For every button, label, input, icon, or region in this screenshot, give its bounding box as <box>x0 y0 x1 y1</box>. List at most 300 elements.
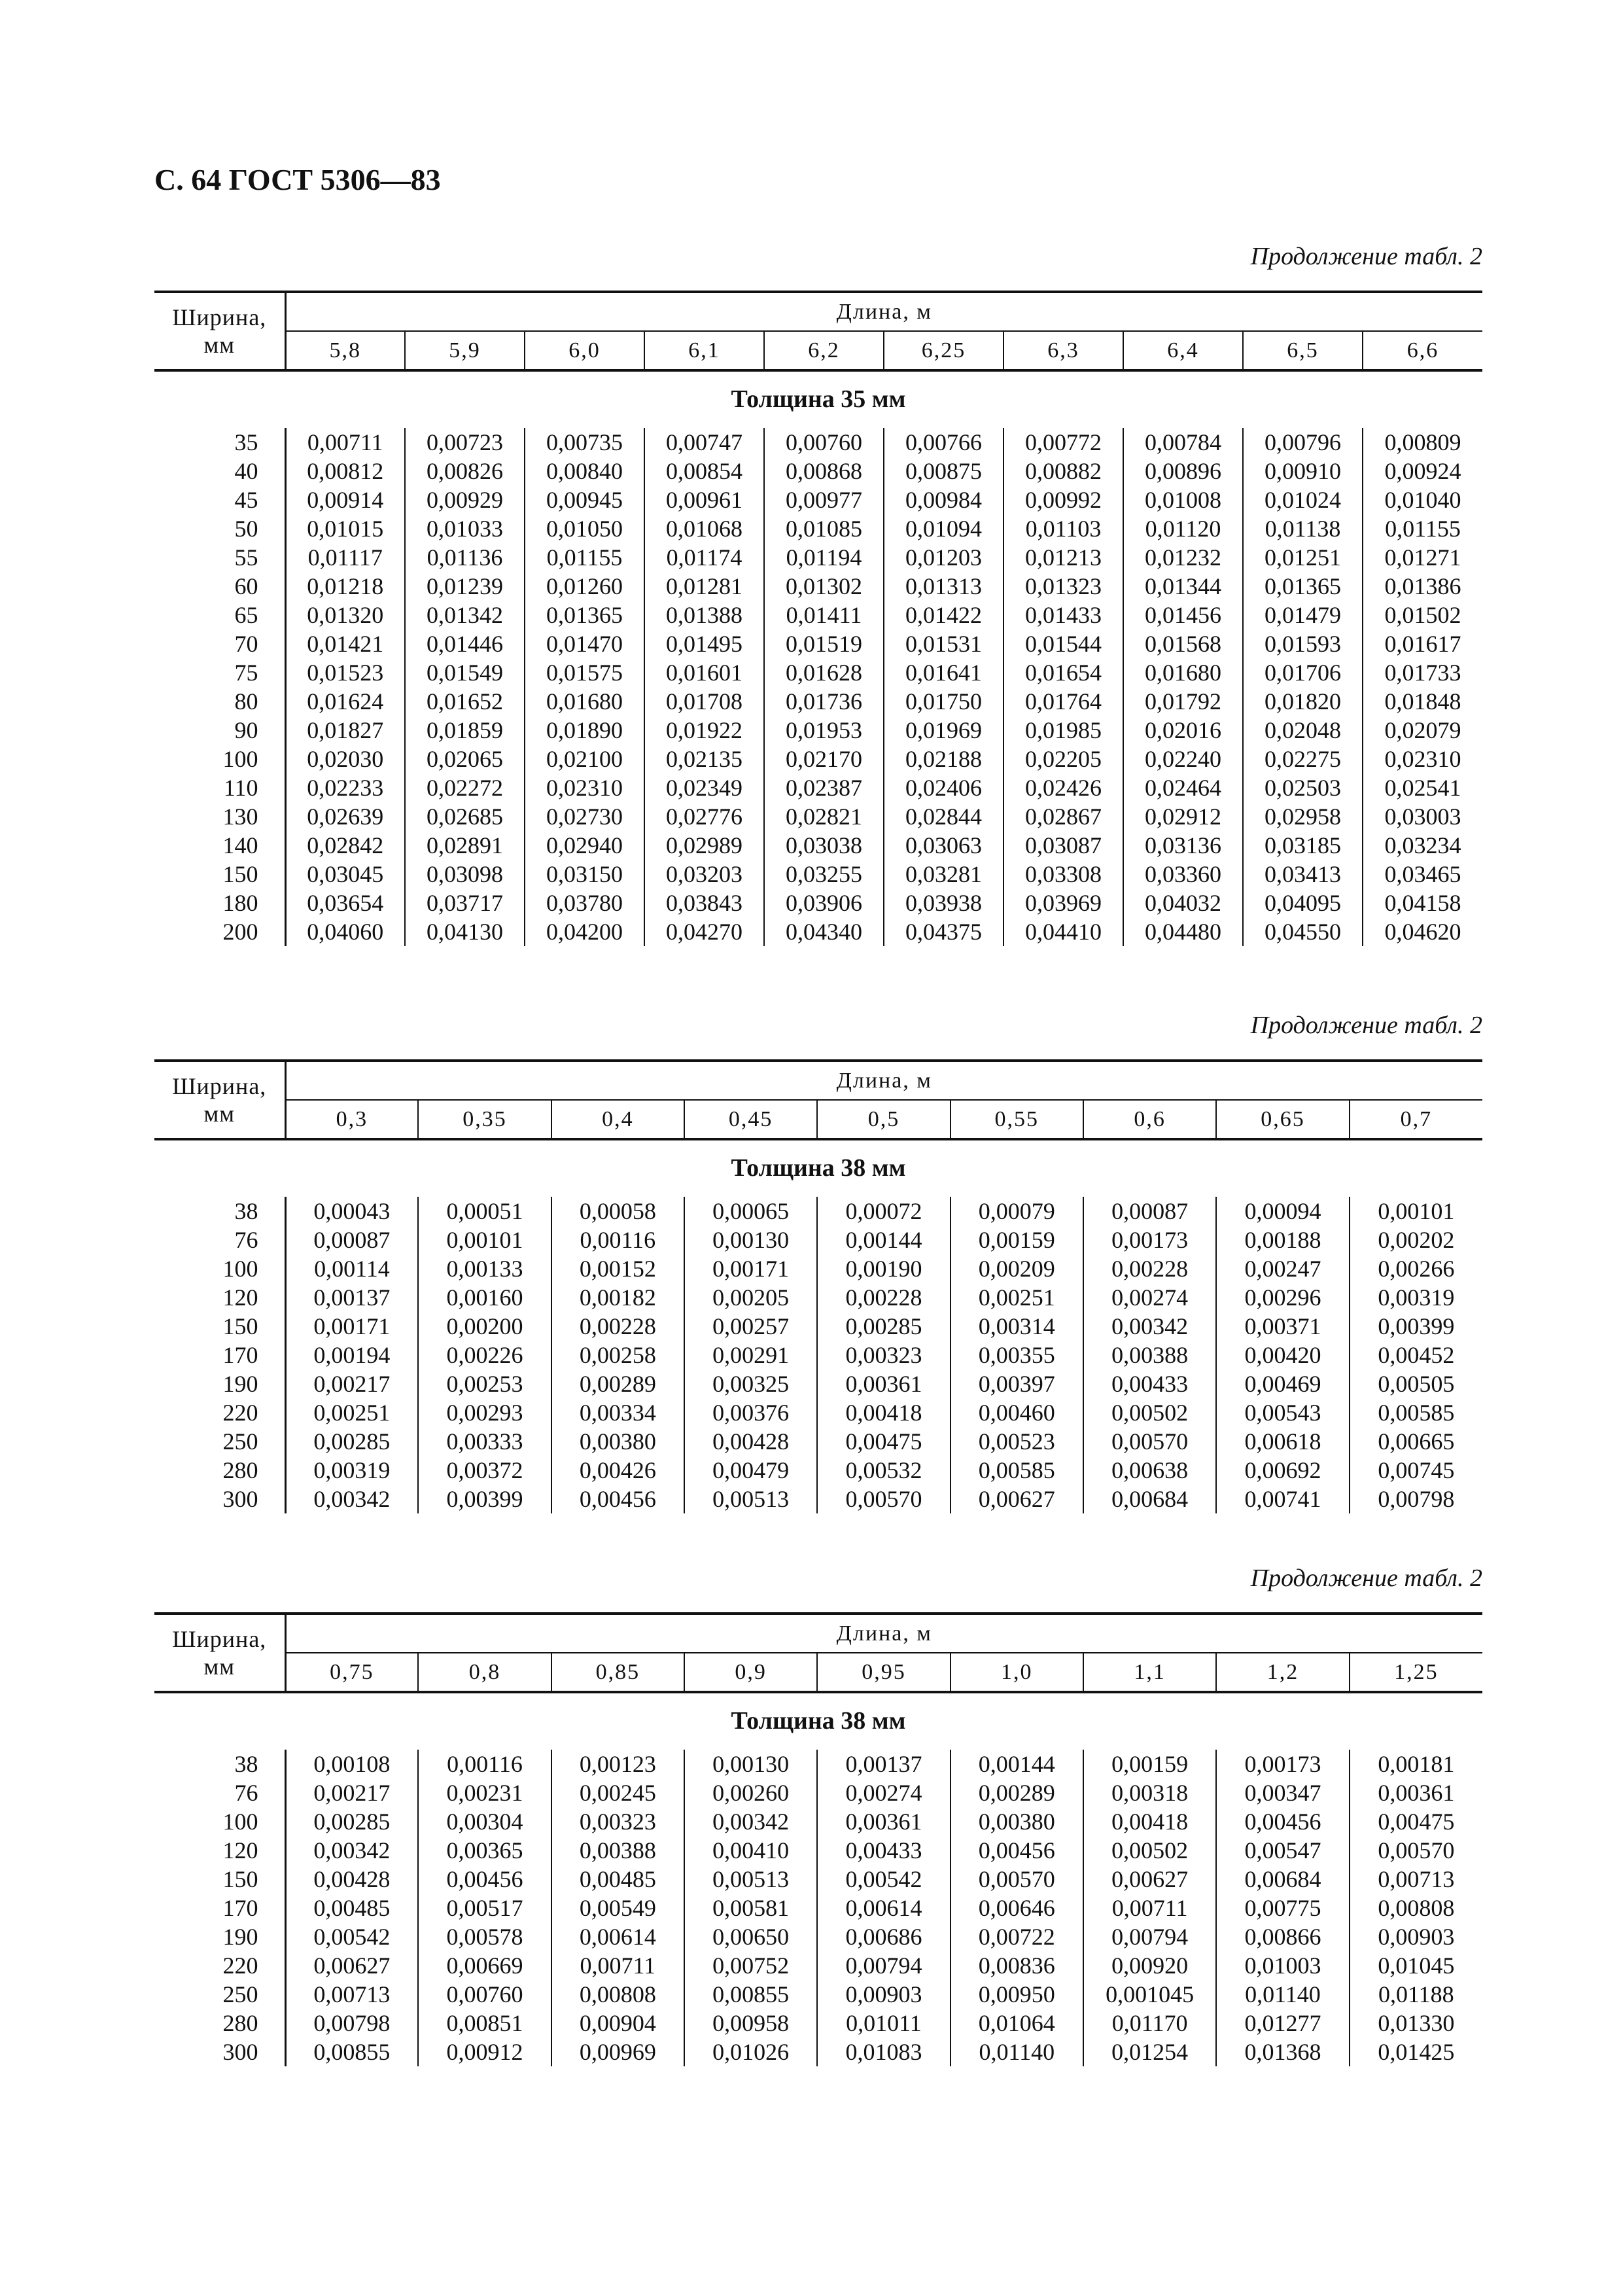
volume-cell: 0,00456 <box>551 1485 684 1513</box>
volume-cell: 0,00578 <box>418 1922 551 1951</box>
volume-cell: 0,00260 <box>684 1778 817 1807</box>
volume-cell: 0,00116 <box>551 1226 684 1254</box>
width-column-header <box>154 1061 285 1139</box>
volume-cell: 0,04032 <box>1123 889 1243 917</box>
volume-cell: 0,01433 <box>1003 601 1123 629</box>
volume-cell: 0,00547 <box>1216 1836 1349 1865</box>
volume-cell: 0,01342 <box>405 601 525 629</box>
volume-cell: 0,00826 <box>405 457 525 486</box>
volume-cell: 0,00228 <box>551 1312 684 1341</box>
volume-cell: 0,00355 <box>951 1341 1083 1369</box>
volume-cell: 0,01155 <box>525 543 644 572</box>
volume-cell: 0,02685 <box>405 802 525 831</box>
volume-cell: 0,01422 <box>884 601 1003 629</box>
table-row <box>154 1341 1482 1369</box>
volume-cell: 0,02387 <box>764 773 884 802</box>
table-row <box>154 1778 1482 1807</box>
volume-cell: 0,00914 <box>307 487 384 513</box>
volume-cell: 0,00456 <box>951 1836 1083 1865</box>
volume-cell: 0,00194 <box>313 1342 391 1368</box>
volume-cell: 0,01388 <box>644 601 764 629</box>
volume-cell: 0,01827 <box>307 717 384 743</box>
volume-cell: 0,01641 <box>884 658 1003 687</box>
volume-cell: 0,03969 <box>1003 889 1123 917</box>
table-row <box>154 1865 1482 1894</box>
length-value: 6,0 <box>525 331 644 370</box>
volume-cell: 0,04410 <box>1003 917 1123 946</box>
volume-cell: 0,01140 <box>951 2038 1083 2066</box>
width-value: 140 <box>154 831 285 860</box>
continuation-label: Продолжение табл. 2 <box>1250 1012 1482 1039</box>
volume-cell: 0,01313 <box>884 572 1003 601</box>
volume-cell: 0,03308 <box>1003 860 1123 889</box>
volume-cell: 0,01652 <box>405 687 525 716</box>
table-block-1 <box>154 242 1482 981</box>
table-row <box>154 2009 1482 2038</box>
volume-cell: 0,02730 <box>525 802 644 831</box>
volume-cell: 0,00570 <box>951 1865 1083 1894</box>
volume-cell: 0,00171 <box>684 1254 817 1283</box>
volume-cell: 0,00513 <box>684 1865 817 1894</box>
table-row <box>154 1427 1482 1456</box>
volume-cell: 0,03087 <box>1003 831 1123 860</box>
volume-cell: 0,00549 <box>551 1894 684 1922</box>
volume-cell: 0,01568 <box>1123 629 1243 658</box>
volume-cell: 0,01519 <box>764 629 884 658</box>
volume-cell: 0,00253 <box>418 1369 551 1398</box>
volume-cell: 0,01470 <box>525 629 644 658</box>
length-value: 0,45 <box>684 1100 817 1139</box>
volume-cell: 0,00397 <box>951 1369 1083 1398</box>
table-row <box>154 917 1482 946</box>
volume-cell: 0,02310 <box>525 773 644 802</box>
volume-cell: 0,01680 <box>1123 658 1243 687</box>
volume-cell: 0,00798 <box>313 2010 391 2036</box>
volume-cell: 0,01068 <box>644 514 764 543</box>
volume-cell: 0,01194 <box>764 543 884 572</box>
volume-cell: 0,01495 <box>644 629 764 658</box>
volume-cell: 0,00958 <box>684 2009 817 2038</box>
volume-cell: 0,00542 <box>817 1865 950 1894</box>
volume-cell: 0,00723 <box>405 428 525 457</box>
length-value: 6,25 <box>884 331 1003 370</box>
volume-cell: 0,00144 <box>951 1750 1083 1778</box>
volume-cell: 0,00896 <box>1123 457 1243 486</box>
length-header: Длина, м <box>285 1061 1482 1100</box>
volume-cell: 0,00159 <box>951 1226 1083 1254</box>
table-row <box>154 773 1482 802</box>
volume-cell: 0,01015 <box>307 516 384 542</box>
volume-cell: 0,01033 <box>405 514 525 543</box>
thickness-title: Толщина 38 мм <box>731 1154 906 1182</box>
continuation-label: Продолжение табл. 2 <box>1250 243 1482 270</box>
volume-cell: 0,01026 <box>684 2038 817 2066</box>
volume-cell: 0,02310 <box>1363 745 1482 773</box>
volume-cell: 0,00418 <box>1083 1807 1216 1836</box>
volume-cell: 0,00251 <box>313 1400 391 1426</box>
volume-cell: 0,00809 <box>1363 428 1482 457</box>
volume-cell: 0,00428 <box>684 1427 817 1456</box>
volume-cell: 0,00638 <box>1083 1456 1216 1485</box>
width-value: 220 <box>154 1951 285 1980</box>
volume-cell: 0,00094 <box>1216 1197 1349 1226</box>
volume-cell: 0,04270 <box>644 917 764 946</box>
volume-cell: 0,00182 <box>551 1283 684 1312</box>
length-value: 0,5 <box>817 1100 950 1139</box>
volume-cell: 0,00796 <box>1243 428 1363 457</box>
volume-cell: 0,00190 <box>817 1254 950 1283</box>
volume-cell: 0,02030 <box>307 746 384 772</box>
table-row <box>154 572 1482 601</box>
volume-cell: 0,00513 <box>684 1485 817 1513</box>
volume-cell: 0,00692 <box>1216 1456 1349 1485</box>
table-row <box>154 831 1482 860</box>
volume-cell: 0,03360 <box>1123 860 1243 889</box>
volume-cell: 0,00285 <box>313 1809 391 1835</box>
volume-cell: 0,04550 <box>1243 917 1363 946</box>
volume-cell: 0,00452 <box>1350 1341 1482 1369</box>
table-row <box>154 802 1482 831</box>
table-row <box>154 1807 1482 1836</box>
volume-cell: 0,00808 <box>551 1980 684 2009</box>
volume-cell: 0,02842 <box>307 832 384 858</box>
volume-cell: 0,00342 <box>684 1807 817 1836</box>
table-row <box>154 601 1482 629</box>
volume-cell: 0,00257 <box>684 1312 817 1341</box>
volume-cell: 0,01365 <box>525 601 644 629</box>
volume-cell: 0,00258 <box>551 1341 684 1369</box>
length-header: Длина, м <box>285 292 1482 331</box>
volume-cell: 0,00217 <box>313 1780 391 1806</box>
volume-cell: 0,00114 <box>314 1256 390 1282</box>
volume-cell: 0,00380 <box>951 1807 1083 1836</box>
volume-cell: 0,01344 <box>1123 572 1243 601</box>
volume-cell: 0,00505 <box>1350 1369 1482 1398</box>
volume-cell: 0,00711 <box>1083 1894 1216 1922</box>
volume-cell: 0,04130 <box>405 917 525 946</box>
volume-cell: 0,03413 <box>1243 860 1363 889</box>
width-value: 130 <box>154 802 285 831</box>
volume-cell: 0,01601 <box>644 658 764 687</box>
table-row <box>154 1894 1482 1922</box>
page-header: С. 64 ГОСТ 5306—83 <box>154 163 441 196</box>
width-value: 45 <box>154 486 285 514</box>
volume-cell: 0,03906 <box>764 889 884 917</box>
volume-cell: 0,00713 <box>1350 1865 1482 1894</box>
length-value: 0,75 <box>285 1653 418 1692</box>
volume-cell: 0,02867 <box>1003 802 1123 831</box>
volume-cell: 0,03234 <box>1363 831 1482 860</box>
length-value: 0,65 <box>1216 1100 1349 1139</box>
width-value: 90 <box>154 716 285 745</box>
volume-cell: 0,01003 <box>1216 1951 1349 1980</box>
table-row <box>154 1750 1482 1778</box>
volume-cell: 0,03843 <box>644 889 764 917</box>
volume-cell: 0,00570 <box>817 1485 950 1513</box>
volume-cell: 0,01792 <box>1123 687 1243 716</box>
volume-cell: 0,04095 <box>1243 889 1363 917</box>
volume-cell: 0,01575 <box>525 658 644 687</box>
volume-cell: 0,00087 <box>313 1227 391 1253</box>
volume-cell: 0,01155 <box>1363 514 1482 543</box>
volume-cell: 0,01708 <box>644 687 764 716</box>
volume-cell: 0,00784 <box>1123 428 1243 457</box>
volume-cell: 0,00745 <box>1350 1456 1482 1485</box>
volume-cell: 0,03938 <box>884 889 1003 917</box>
volume-cell: 0,01320 <box>307 602 384 628</box>
width-value: 38 <box>154 1750 285 1778</box>
volume-cell: 0,01456 <box>1123 601 1243 629</box>
table-row <box>154 1980 1482 2009</box>
volume-cell: 0,02016 <box>1123 716 1243 745</box>
volume-cell: 0,02844 <box>884 802 1003 831</box>
volume-cell: 0,01386 <box>1363 572 1482 601</box>
volume-cell: 0,01523 <box>307 660 384 686</box>
volume-cell: 0,00347 <box>1216 1778 1349 1807</box>
volume-cell: 0,02135 <box>644 745 764 773</box>
volume-cell: 0,00058 <box>551 1197 684 1226</box>
volume-cell: 0,00855 <box>684 1980 817 2009</box>
volume-cell: 0,00627 <box>951 1485 1083 1513</box>
volume-cell: 0,00752 <box>684 1951 817 1980</box>
width-label-line1: Ширина, <box>172 1073 267 1099</box>
volume-cell: 0,00101 <box>1350 1197 1482 1226</box>
volume-cell: 0,01736 <box>764 687 884 716</box>
volume-cell: 0,00314 <box>951 1312 1083 1341</box>
width-value: 76 <box>154 1778 285 1807</box>
volume-cell: 0,00388 <box>551 1836 684 1865</box>
volume-cell: 0,00460 <box>951 1398 1083 1427</box>
volume-cell: 0,02205 <box>1003 745 1123 773</box>
volume-cell: 0,01024 <box>1243 486 1363 514</box>
volume-cell: 0,00766 <box>884 428 1003 457</box>
length-value: 0,35 <box>418 1100 551 1139</box>
table-row <box>154 543 1482 572</box>
table-row <box>154 1456 1482 1485</box>
volume-cell: 0,00152 <box>551 1254 684 1283</box>
volume-cell: 0,01411 <box>764 601 884 629</box>
volume-cell: 0,01890 <box>525 716 644 745</box>
length-value: 6,1 <box>644 331 764 370</box>
volume-cell: 0,00614 <box>817 1894 950 1922</box>
length-value: 5,8 <box>285 331 405 370</box>
volume-cell: 0,00433 <box>1083 1369 1216 1398</box>
length-value: 0,9 <box>684 1653 817 1692</box>
table-row <box>154 629 1482 658</box>
volume-cell: 0,00794 <box>817 1951 950 1980</box>
length-value: 0,95 <box>817 1653 950 1692</box>
volume-cell: 0,03003 <box>1363 802 1482 831</box>
volume-cell: 0,00226 <box>418 1341 551 1369</box>
volume-cell: 0,00502 <box>1083 1836 1216 1865</box>
volume-cell: 0,00043 <box>313 1198 391 1224</box>
volume-cell: 0,00627 <box>1083 1865 1216 1894</box>
volume-cell: 0,02233 <box>307 775 384 801</box>
volume-cell: 0,00137 <box>313 1284 391 1311</box>
volume-cell: 0,00760 <box>418 1980 551 2009</box>
volume-cell: 0,00794 <box>1083 1922 1216 1951</box>
volume-cell: 0,00747 <box>644 428 764 457</box>
volume-cell: 0,00334 <box>551 1398 684 1427</box>
volume-cell: 0,00929 <box>405 486 525 514</box>
volume-cell: 0,04158 <box>1363 889 1482 917</box>
volume-cell: 0,01330 <box>1350 2009 1482 2038</box>
volume-cell: 0,01365 <box>1243 572 1363 601</box>
volume-cell: 0,01446 <box>405 629 525 658</box>
volume-cell: 0,02079 <box>1363 716 1482 745</box>
volume-cell: 0,00342 <box>1083 1312 1216 1341</box>
table-row <box>154 1398 1482 1427</box>
volume-cell: 0,00399 <box>418 1485 551 1513</box>
volume-cell: 0,01617 <box>1363 629 1482 658</box>
volume-cell: 0,01953 <box>764 716 884 745</box>
width-value: 100 <box>154 1254 285 1283</box>
volume-cell: 0,00950 <box>951 1980 1083 2009</box>
volume-cell: 0,00319 <box>1350 1283 1482 1312</box>
volume-cell: 0,01213 <box>1003 543 1123 572</box>
width-value: 40 <box>154 457 285 486</box>
volume-cell: 0,01421 <box>307 631 384 657</box>
volume-cell: 0,02349 <box>644 773 764 802</box>
volume-cell: 0,01232 <box>1123 543 1243 572</box>
length-value: 6,4 <box>1123 331 1243 370</box>
volume-cell: 0,04480 <box>1123 917 1243 946</box>
length-value: 1,2 <box>1216 1653 1349 1692</box>
volume-cell: 0,02891 <box>405 831 525 860</box>
width-value: 250 <box>154 1980 285 2009</box>
volume-cell: 0,00882 <box>1003 457 1123 486</box>
volume-cell: 0,00144 <box>817 1226 950 1254</box>
volume-cell: 0,00285 <box>313 1428 391 1455</box>
volume-cell: 0,01218 <box>307 573 384 599</box>
volume-cell: 0,01628 <box>764 658 884 687</box>
volume-cell: 0,01750 <box>884 687 1003 716</box>
volume-cell: 0,00160 <box>418 1283 551 1312</box>
volume-cell: 0,00380 <box>551 1427 684 1456</box>
volume-cell: 0,00291 <box>684 1341 817 1369</box>
volume-cell: 0,00319 <box>313 1457 391 1483</box>
table-row <box>154 486 1482 514</box>
width-value: 280 <box>154 2009 285 2038</box>
volume-cell: 0,00713 <box>313 1981 391 2007</box>
volume-cell: 0,00361 <box>1350 1778 1482 1807</box>
volume-cell: 0,00372 <box>418 1456 551 1485</box>
width-value: 100 <box>154 1807 285 1836</box>
volume-cell: 0,00669 <box>418 1951 551 1980</box>
volume-cell: 0,00289 <box>951 1778 1083 1807</box>
volume-cell: 0,03654 <box>307 890 384 916</box>
volume-cell: 0,01260 <box>525 572 644 601</box>
volume-cell: 0,00903 <box>817 1980 950 2009</box>
table-row <box>154 1369 1482 1398</box>
volume-cell: 0,00323 <box>551 1807 684 1836</box>
volume-cell: 0,00228 <box>817 1283 950 1312</box>
volume-cell: 0,00912 <box>418 2038 551 2066</box>
volume-cell: 0,00475 <box>817 1427 950 1456</box>
volume-cell: 0,01011 <box>817 2009 950 2038</box>
volume-cell: 0,03255 <box>764 860 884 889</box>
data-table <box>154 1750 1482 2066</box>
volume-cell: 0,01820 <box>1243 687 1363 716</box>
volume-cell: 0,00376 <box>684 1398 817 1427</box>
table-row <box>154 457 1482 486</box>
volume-cell: 0,00920 <box>1083 1951 1216 1980</box>
volume-cell: 0,00171 <box>313 1313 391 1339</box>
volume-cell: 0,00854 <box>644 457 764 486</box>
volume-cell: 0,01050 <box>525 514 644 543</box>
volume-cell: 0,01624 <box>307 688 384 715</box>
table-row <box>154 1197 1482 1226</box>
volume-cell: 0,02940 <box>525 831 644 860</box>
length-value: 6,2 <box>764 331 884 370</box>
volume-cell: 0,02989 <box>644 831 764 860</box>
volume-cell: 0,00388 <box>1083 1341 1216 1369</box>
volume-cell: 0,00904 <box>551 2009 684 2038</box>
volume-cell: 0,01323 <box>1003 572 1123 601</box>
volume-cell: 0,00961 <box>644 486 764 514</box>
volume-cell: 0,01045 <box>1350 1951 1482 1980</box>
volume-cell: 0,00875 <box>884 457 1003 486</box>
table-row <box>154 1836 1482 1865</box>
volume-cell: 0,01251 <box>1243 543 1363 572</box>
table-row <box>154 2038 1482 2066</box>
table-row <box>154 658 1482 687</box>
volume-cell: 0,02100 <box>525 745 644 773</box>
width-value: 300 <box>154 1485 285 1513</box>
volume-cell: 0,00711 <box>307 429 383 455</box>
volume-cell: 0,01302 <box>764 572 884 601</box>
volume-cell: 0,00475 <box>1350 1807 1482 1836</box>
volume-cell: 0,02503 <box>1243 773 1363 802</box>
volume-cell: 0,02821 <box>764 802 884 831</box>
thickness-title: Толщина 38 мм <box>731 1707 906 1735</box>
table-row <box>154 1283 1482 1312</box>
volume-cell: 0,02958 <box>1243 802 1363 831</box>
volume-cell: 0,00200 <box>418 1312 551 1341</box>
volume-cell: 0,01531 <box>884 629 1003 658</box>
volume-cell: 0,00325 <box>684 1369 817 1398</box>
volume-cell: 0,00318 <box>1083 1778 1216 1807</box>
volume-cell: 0,02639 <box>307 804 384 830</box>
volume-cell: 0,00684 <box>1216 1865 1349 1894</box>
table-row <box>154 889 1482 917</box>
length-value: 0,4 <box>551 1100 684 1139</box>
volume-cell: 0,00173 <box>1083 1226 1216 1254</box>
volume-cell: 0,03045 <box>307 861 384 887</box>
width-value: 50 <box>154 514 285 543</box>
volume-cell: 0,01848 <box>1363 687 1482 716</box>
table-row <box>154 860 1482 889</box>
width-value: 170 <box>154 1894 285 1922</box>
width-value: 35 <box>154 428 285 457</box>
volume-cell: 0,00266 <box>1350 1254 1482 1283</box>
volume-cell: 0,00101 <box>418 1226 551 1254</box>
table-header <box>154 1612 1482 1693</box>
width-value: 150 <box>154 860 285 889</box>
width-value: 110 <box>154 773 285 802</box>
width-label-line2: мм <box>203 1101 236 1127</box>
volume-cell: 0,00371 <box>1216 1312 1349 1341</box>
data-table <box>154 1197 1482 1513</box>
table-row <box>154 1922 1482 1951</box>
volume-cell: 0,02406 <box>884 773 1003 802</box>
volume-cell: 0,01138 <box>1243 514 1363 543</box>
volume-cell: 0,00456 <box>1216 1807 1349 1836</box>
volume-cell: 0,00910 <box>1243 457 1363 486</box>
volume-cell: 0,00977 <box>764 486 884 514</box>
width-value: 80 <box>154 687 285 716</box>
volume-cell: 0,02048 <box>1243 716 1363 745</box>
